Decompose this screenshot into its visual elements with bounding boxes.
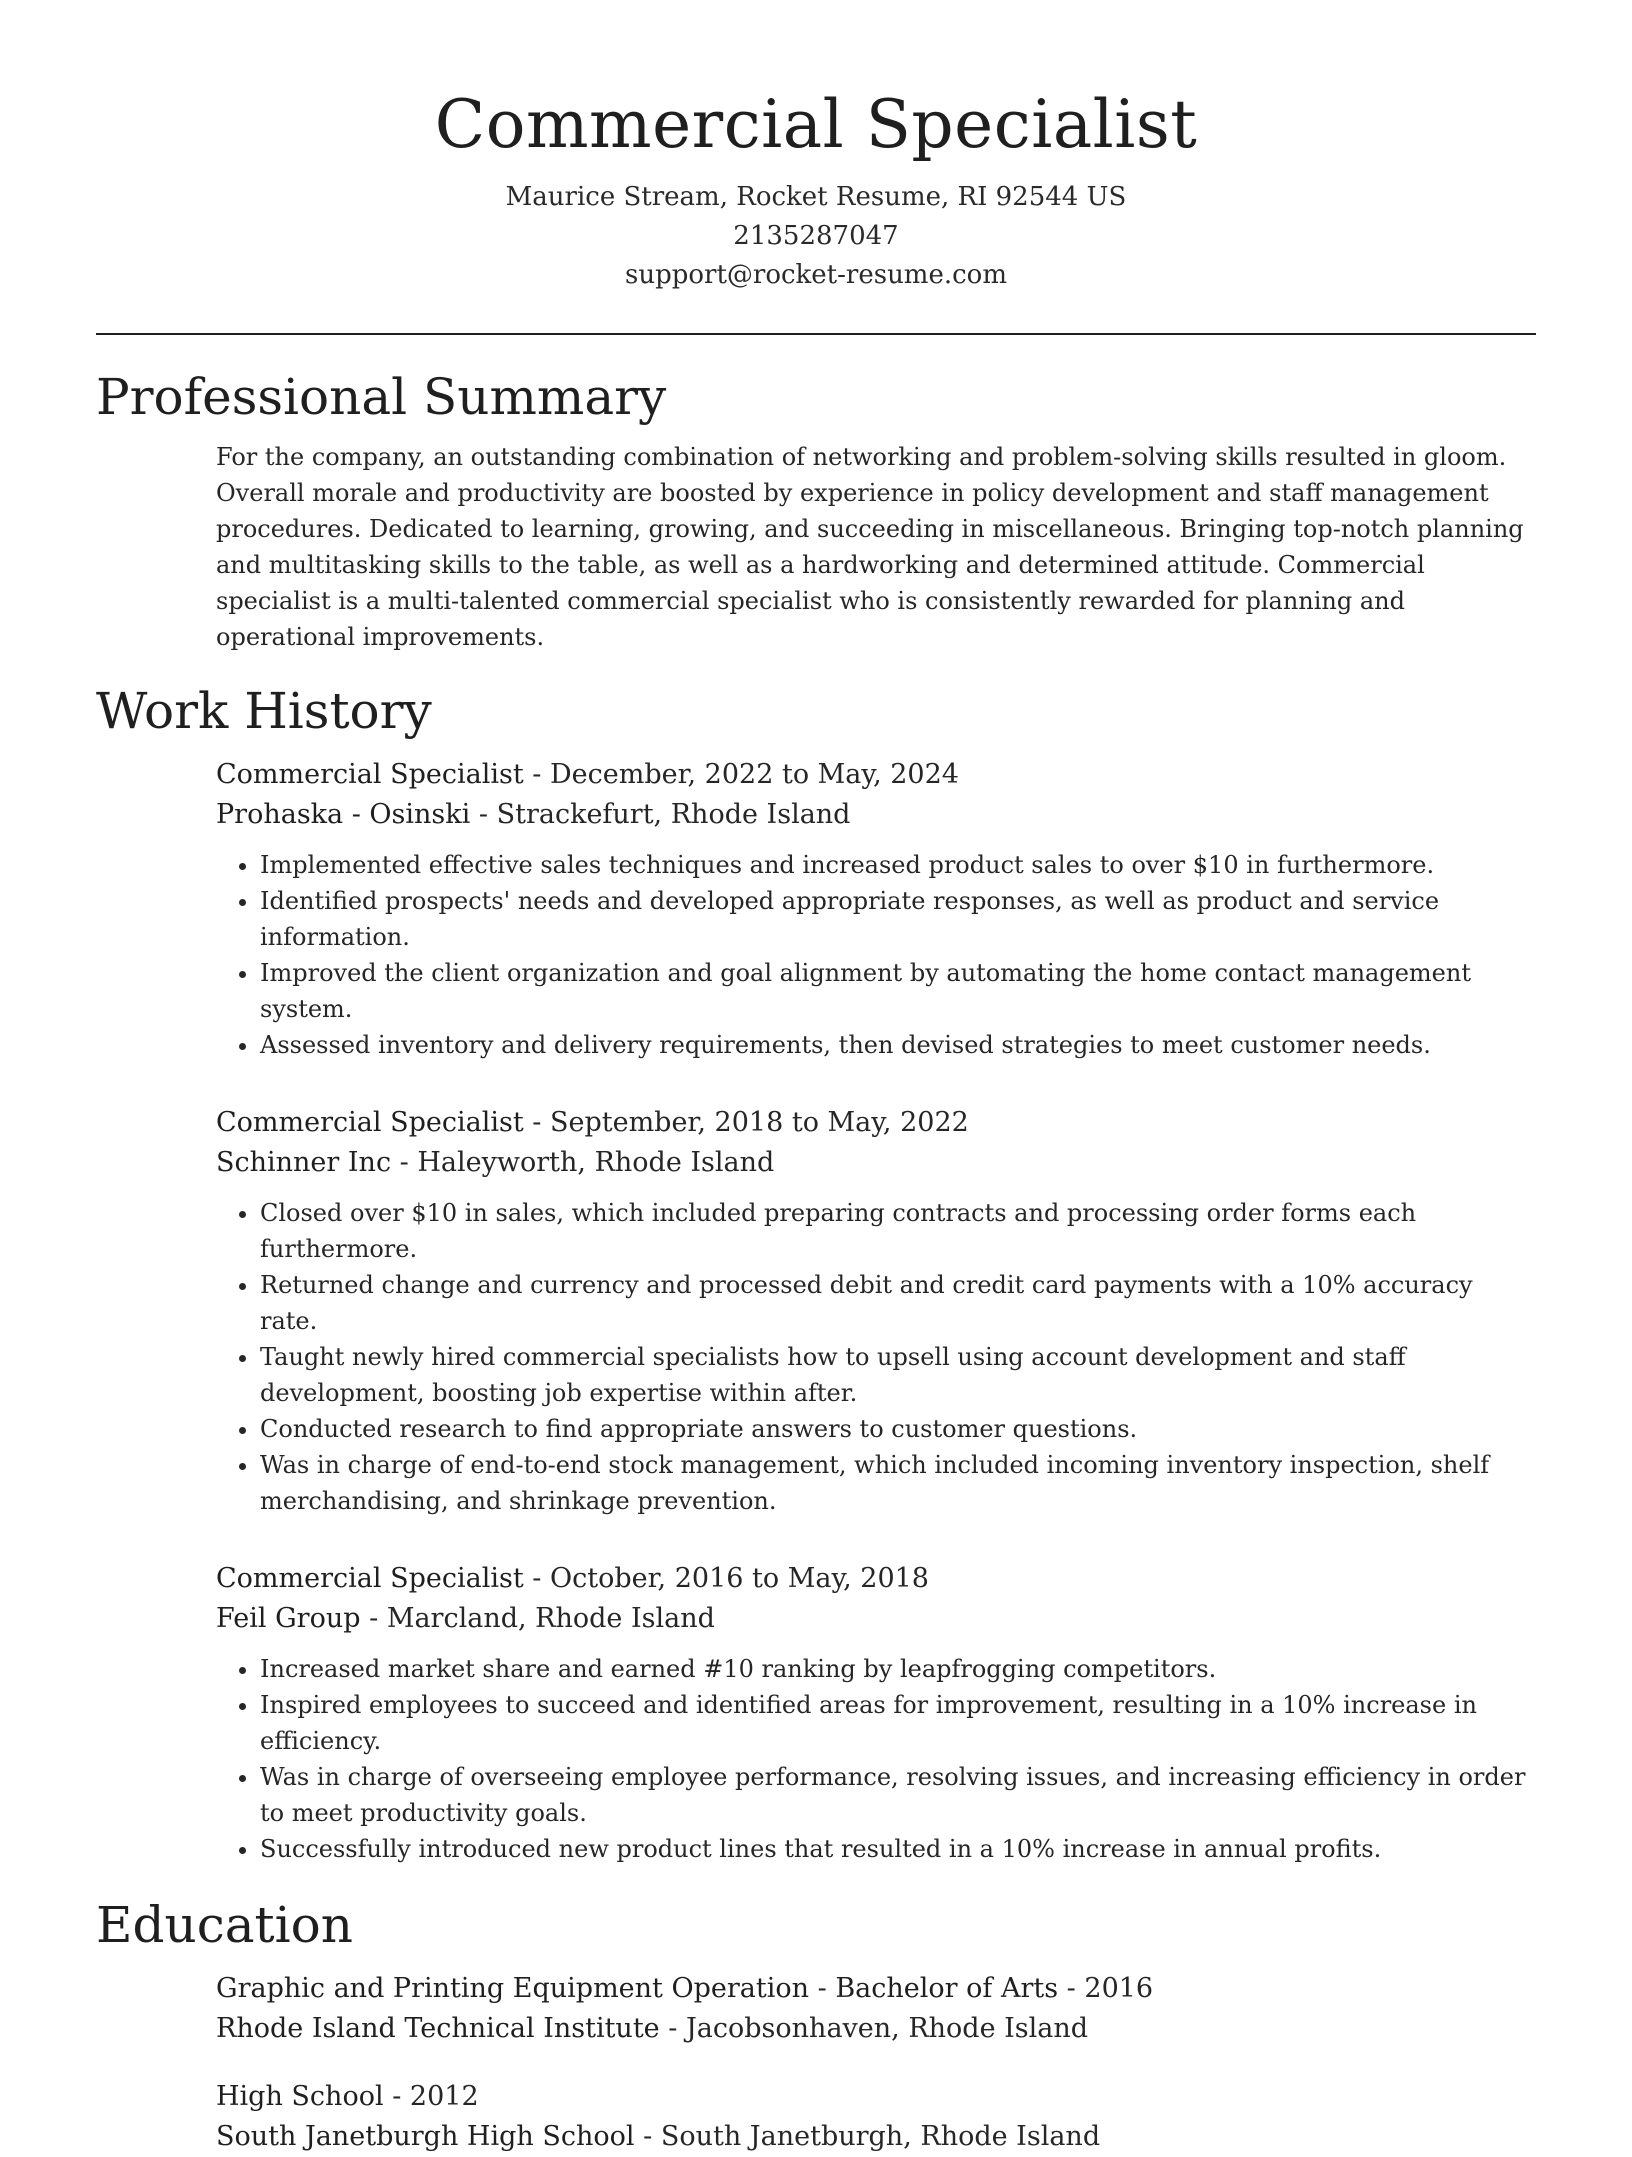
job-company: Prohaska - Osinski [216,799,471,830]
list-item: • Assessed inventory and delivery requirements, then devised strategies to meet customer needs. [260,1027,1536,1063]
job-location: Haleyworth, Rhode Island [417,1147,775,1178]
job-company-line: Feil Group - Marcland, Rhode Island [216,1603,715,1634]
job-company: Feil Group [216,1603,361,1634]
resume-header [96,0,1536,295]
education-school-line: Rhode Island Technical Institute - Jacobsonhaven, Rhode Island [216,2013,1089,2044]
education-degree-line: Graphic and Printing Equipment Operation - Bachelor of Arts - 2016 [216,1973,1154,2004]
education-field: High School [216,2081,384,2112]
list-item: • Was in charge of end-to-end stock management, which included incoming inventory inspection, shelf merchandising, and shrinkage prevention. [260,1447,1536,1519]
list-item: • Closed over $10 in sales, which included preparing contracts and processing order forms each furthermore. [260,1195,1536,1267]
list-item: • Implemented effective sales techniques and increased product sales to over $10 in furthermore. [260,847,1536,883]
contact-address: Maurice Stream, Rocket Resume, RI 92544 US [505,182,1127,212]
job-entry [216,1559,1536,1867]
work-history-section [96,681,1536,1867]
job-company-line: Schinner Inc - Haleyworth, Rhode Island [216,1147,775,1178]
list-item: • Improved the client organization and goal alignment by automating the home contact management system. [260,955,1536,1027]
summary-section [96,367,1536,655]
education-location: South Janetburgh, Rhode Island [660,2121,1101,2152]
education-school: Rhode Island Technical Institute [216,2013,660,2044]
job-role: Commercial Specialist [216,1107,524,1138]
job-dates: December, 2022 to May, 2024 [549,759,959,790]
job-entry [216,755,1536,1063]
job-bullets [216,1195,1536,1519]
work-history-heading: Work History [96,682,432,740]
education-school: South Janetburgh High School [216,2121,635,2152]
contact-phone: 2135287047 [733,221,899,251]
job-company: Schinner Inc [216,1147,392,1178]
job-title-line: Commercial Specialist - October, 2016 to May, 2018 [216,1563,929,1594]
list-item: • Returned change and currency and processed debit and credit card payments with a 10% accuracy rate. [260,1267,1536,1339]
job-location: Strackefurt, Rhode Island [496,799,851,830]
job-location: Marcland, Rhode Island [386,1603,715,1634]
list-item: • Identified prospects' needs and developed appropriate responses, as well as product and service information. [260,883,1536,955]
job-dates: September, 2018 to May, 2022 [549,1107,969,1138]
education-school-line: South Janetburgh High School - South Janetburgh, Rhode Island [216,2121,1101,2152]
education-location: Jacobsonhaven, Rhode Island [685,2013,1089,2044]
contact-email: support@rocket-resume.com [624,260,1007,290]
list-item: • Taught newly hired commercial specialists how to upsell using account development and staff development, boosting job expertise within after. [260,1339,1536,1411]
summary-text: For the company, an outstanding combination of networking and problem-solving skills resulted in gloom. Overall morale and productivity are boosted by experience in policy development and staff management procedures. Dedicated to learning, growing, and succeeding in miscellaneous. Bringing top-notch planning and multitasking skills to the table, as well as a hardworking and determined attitude. Commercial specialist is a multi-talented commercial specialist who is consistently rewarded for planning and operational improvements. [216,443,1524,651]
job-role: Commercial Specialist [216,1563,524,1594]
list-item: • Successfully introduced new product lines that resulted in a 10% increase in annual profits. [260,1831,1536,1867]
education-section [96,1895,1536,2157]
job-title-line: Commercial Specialist - December, 2022 to May, 2024 [216,759,959,790]
job-company-line: Prohaska - Osinski - Strackefurt, Rhode Island [216,799,851,830]
education-degree-line: High School - 2012 [216,2081,479,2112]
education-entry [216,1969,1536,2049]
education-entry [216,2077,1536,2157]
job-entry [216,1103,1536,1519]
education-field: Graphic and Printing Equipment Operation [216,1973,810,2004]
education-degree: Bachelor of Arts [835,1973,1059,2004]
list-item: • Was in charge of overseeing employee performance, resolving issues, and increasing efficiency in order to meet productivity goals. [260,1759,1536,1831]
education-year: 2012 [409,2081,479,2112]
list-item: • Conducted research to find appropriate answers to customer questions. [260,1411,1536,1447]
job-role: Commercial Specialist [216,759,524,790]
education-year: 2016 [1084,1973,1154,2004]
job-bullets [216,847,1536,1063]
resume-page [96,0,1536,2152]
list-item: • Increased market share and earned #10 ranking by leapfrogging competitors. [260,1651,1536,1687]
header-divider [96,333,1536,335]
candidate-name: Commercial Specialist [434,86,1198,163]
contact-block [96,178,1536,295]
list-item: • Inspired employees to succeed and identified areas for improvement, resulting in a 10% increase in efficiency. [260,1687,1536,1759]
job-dates: October, 2016 to May, 2018 [549,1563,929,1594]
job-bullets [216,1651,1536,1867]
education-heading: Education [96,1896,353,1954]
summary-heading: Professional Summary [96,368,667,426]
job-title-line: Commercial Specialist - September, 2018 to May, 2022 [216,1107,969,1138]
